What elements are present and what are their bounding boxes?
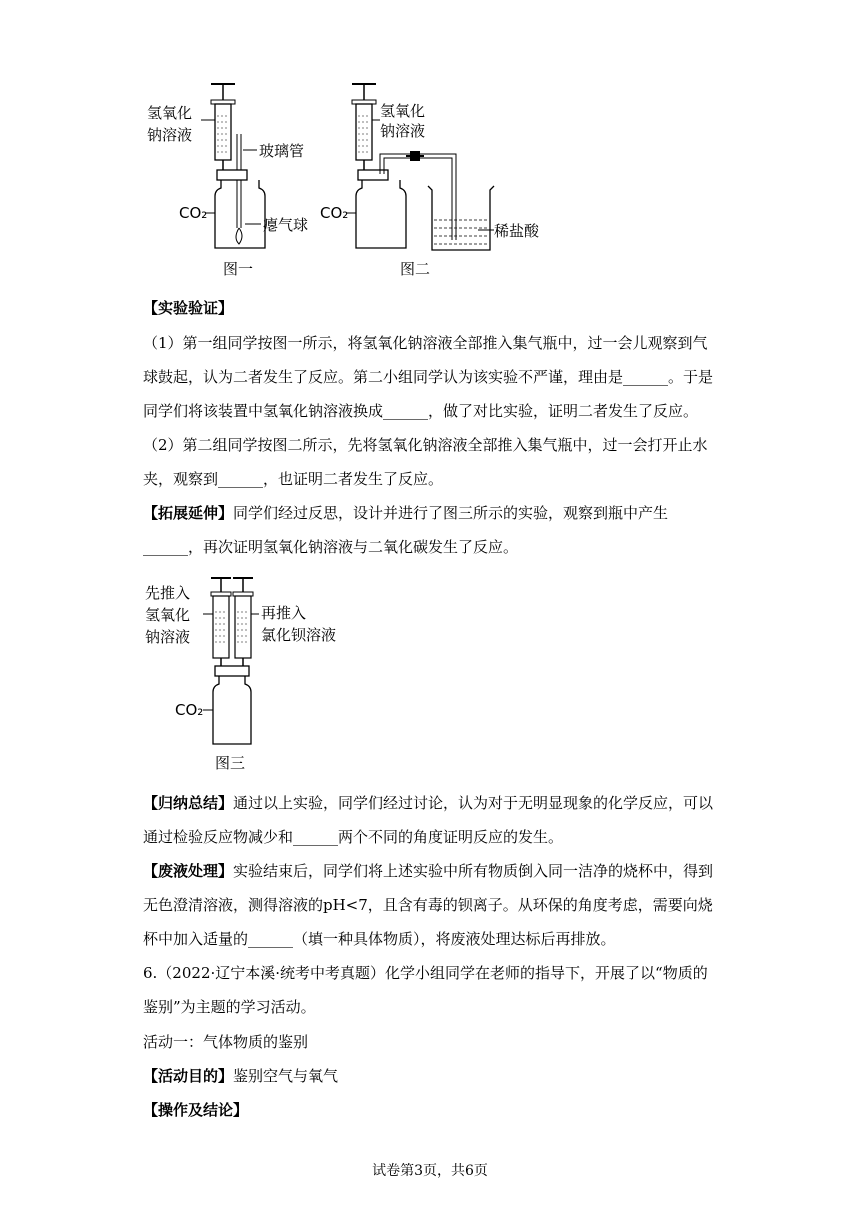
figure-3-first-label-line1: 先推入 (145, 584, 191, 602)
figure-3-caption: 图三 (215, 754, 246, 772)
figure-1-balloon-label: 瘪气球 (263, 216, 309, 234)
activity-purpose: 【活动目的】鉴别空气与氧气 (143, 1067, 339, 1085)
figure-1-naoh-label-line2: 钠溶液 (147, 126, 193, 144)
question-6-text: 6.（2022·辽宁本溪·统考中考真题）化学小组同学在老师的指导下，开展了以“物质的鉴别”为主题的学习活动。 (143, 964, 708, 1016)
extension-paragraph: 【拓展延伸】同学们经过反思，设计并进行了图三所示的实验，观察到瓶中产生______，再次证明氢氧化钠溶液与二氧化碳发生了反应。 (143, 504, 669, 556)
figure-3-then-label-line1: 再推入 (261, 604, 307, 622)
figure-1-co2-label: CO₂ (179, 204, 208, 222)
question-1-text: （1）第一组同学按图一所示，将氢氧化钠溶液全部推入集气瓶中，过一会儿观察到气球鼓起，认为二者发生了反应。第二小组同学认为该实验不严谨，理由是______。于是同学们将该装置中氢氧化钠溶液换成______，做了对比实验，证明二者发生了反应。 (143, 334, 714, 420)
figure-2-co2-label: CO₂ (320, 204, 349, 222)
figure-2-caption: 图二 (400, 260, 431, 278)
section-heading-verify: 【实验验证】 (143, 299, 234, 317)
page-footer: 试卷第3页，共6页 (372, 1163, 488, 1179)
figure-2-apparatus (318, 78, 558, 280)
figure-3-first-label-line3: 钠溶液 (145, 628, 191, 646)
figure-1-naoh-label-line1: 氢氧化 (147, 104, 193, 122)
figure-1-caption: 图一 (223, 260, 254, 278)
operation-heading: 【操作及结论】 (143, 1101, 249, 1119)
activity-one-heading: 活动一：气体物质的鉴别 (143, 1033, 309, 1051)
figure-2-acid-label: 稀盐酸 (494, 222, 540, 240)
figure-3-co2-label: CO₂ (175, 701, 204, 719)
figure-1-tube-label: 玻璃管 (259, 142, 305, 160)
figure-1-apparatus (147, 78, 325, 280)
figure-3-first-label-line2: 氢氧化 (145, 606, 191, 624)
figure-2-naoh-label-line1: 氢氧化 (380, 102, 426, 120)
figure-2-naoh-label-line2: 钠溶液 (380, 122, 426, 140)
figure-3-apparatus (143, 572, 383, 774)
figure-3-then-label-line2: 氯化钡溶液 (261, 626, 337, 644)
summary-paragraph: 【归纳总结】通过以上实验，同学们经过讨论，认为对于无明显现象的化学反应，可以通过检验反应物减少和______两个不同的角度证明反应的发生。 (143, 794, 714, 846)
waste-paragraph: 【废液处理】实验结束后，同学们将上述实验中所有物质倒入同一洁净的烧杯中，得到无色澄清溶液，测得溶液的pH<7，且含有毒的钡离子。从环保的角度考虑，需要向烧杯中加入适量的______（填一种具体物质），将废液处理达标后再排放。 (143, 862, 714, 948)
question-2-text: （2）第二组同学按图二所示，先将氢氧化钠溶液全部推入集气瓶中，过一会打开止水夹，观察到______，也证明二者发生了反应。 (143, 436, 708, 488)
